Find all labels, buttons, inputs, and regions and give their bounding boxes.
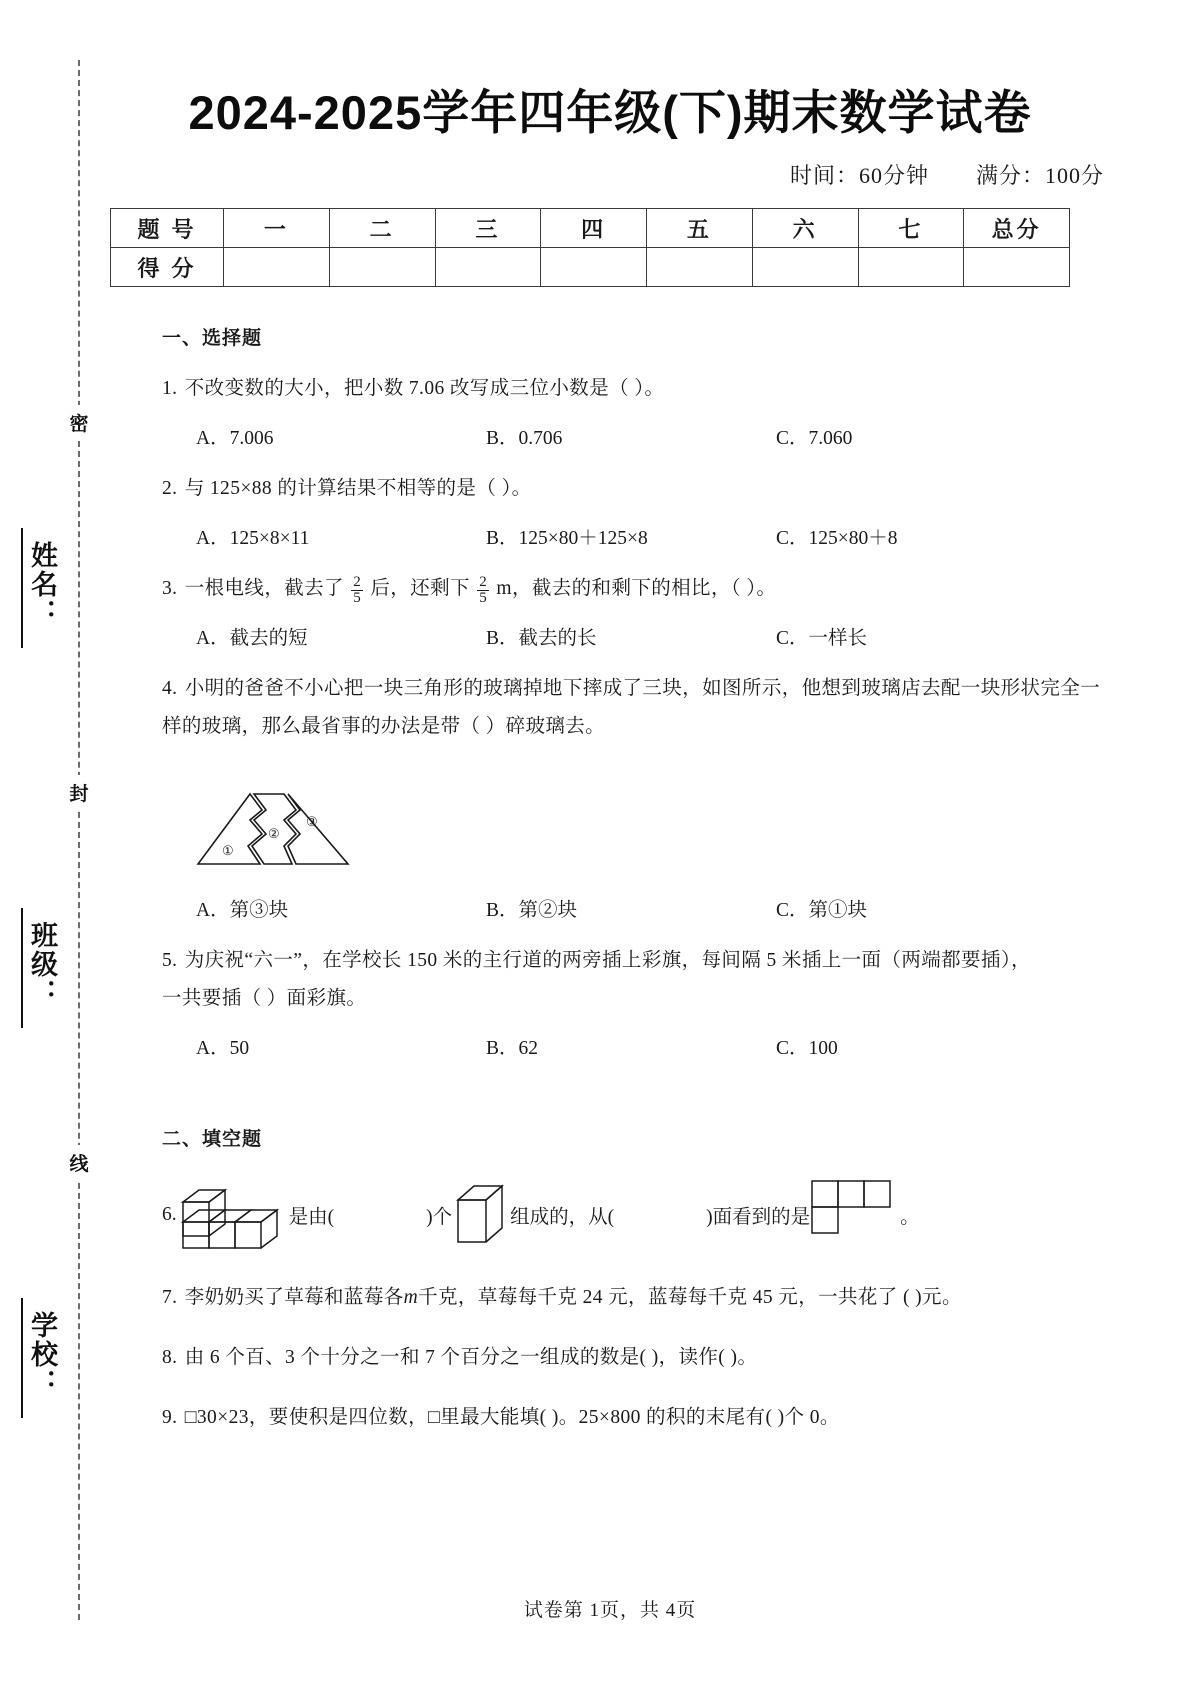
question-8 [162,1339,1042,1377]
student-school-field[interactable] [14,1290,62,1418]
score-cell-5[interactable] [647,248,753,287]
score-col-7: 七 [858,209,964,248]
question-5-number: 5. [162,950,178,972]
question-2-option-b[interactable]: B．125×80＋125×8 [486,528,648,550]
score-col-total: 总分 [964,209,1070,248]
question-6-text-part-4: )面看到的是 [706,1207,811,1229]
view-shape-svg [810,1177,900,1253]
fraction-numerator: 2 [479,573,488,590]
exam-page [110,0,1110,1684]
student-name-rule [21,528,23,648]
question-5-option-c[interactable]: C．100 [776,1038,838,1060]
section-heading-choice: 一、选择题 [162,328,263,349]
exam-meta [110,159,1110,190]
seal-char-feng: 封 [64,775,94,810]
triangle-label-3: ③ [306,814,318,830]
question-4-option-c[interactable]: C．第①块 [776,900,868,922]
unit-cube-svg [452,1178,510,1252]
question-1-option-a[interactable]: A．7.006 [196,428,274,450]
question-2-option-c[interactable]: C．125×80＋8 [776,528,898,550]
question-3-number: 3. [162,578,178,600]
question-4 [162,670,1110,746]
question-3-option-c[interactable]: C．一样长 [776,628,868,650]
student-school-rule [21,1298,23,1418]
page-title: 2024-2025学年四年级(下)期末数学试卷 [188,86,1032,139]
student-class-rule [21,908,23,1028]
question-8-number: 8. [162,1347,178,1369]
fraction-two-fifths-first [351,575,363,608]
score-cell-4[interactable] [541,248,647,287]
question-5-option-b[interactable]: B．62 [486,1038,539,1060]
fraction-denominator: 5 [479,590,488,607]
question-1-text: 不改变数的大小，把小数 7.06 改写成三位小数是（ ）。 [184,378,665,399]
question-7-text-b: 千克，草莓每千克 24 元，蓝莓每千克 45 元，一共花了 [418,1287,898,1309]
score-col-2: 二 [329,209,435,248]
seal-char-mi: 密 [64,405,94,440]
student-name-field[interactable] [14,520,62,648]
triangle-piece-3-shape [288,794,348,864]
question-3-text-part-1: 一根电线，截去了 [184,578,344,600]
score-table-label-question: 题 号 [111,209,224,248]
question-1-option-b[interactable]: B．0.706 [486,428,563,450]
question-7-number: 7. [162,1287,178,1309]
question-6-text-part-3: 组成的，从( [510,1207,615,1229]
question-5-options [196,1032,1110,1060]
question-4-option-b[interactable]: B．第②块 [486,900,578,922]
question-9-number: 9. [162,1407,178,1429]
cube-stack-svg [177,1178,289,1252]
student-class-label: 班级： [27,920,57,1008]
question-2-number: 2. [162,478,178,500]
question-2-text: 与 125×88 的计算结果不相等的是（ ）。 [184,478,532,500]
student-school-label: 学校： [27,1310,57,1398]
question-1-number: 1. [162,378,178,399]
question-4-options [196,894,1110,922]
question-6-text-part-2: )个 [426,1207,453,1229]
section-heading-fill: 二、填空题 [162,1129,263,1151]
triangle-label-1: ① [222,843,234,859]
question-1-options [196,422,1110,450]
exam-time: 时间：60分钟 [789,163,929,188]
question-2-options [196,522,1110,550]
question-9 [162,1399,1042,1437]
question-5-text: 为庆祝“六一”，在学校长 150 米的主行道的两旁插上彩旗，每间隔 5 米插上一面（两端都要插），一共要插（ ）面彩旗。 [162,950,1031,1010]
question-1-option-c[interactable]: C．7.060 [776,428,853,450]
question-4-text: 小明的爸爸不小心把一块三角形的玻璃掉地下摔成了三块，如图所示，他想到玻璃店去配一块形状完全一样的玻璃，那么最省事的办法是带（ ）碎玻璃去。 [162,678,1101,738]
question-6 [162,1177,1110,1253]
seal-char-xian: 线 [64,1145,94,1180]
triangle-label-2: ② [268,826,280,842]
score-cell-6[interactable] [752,248,858,287]
score-cell-1[interactable] [224,248,330,287]
question-6-text-part-5: 。 [900,1207,920,1229]
seal-dashed-line [78,60,80,1620]
cube-stack-figure [177,1178,289,1252]
score-cell-7[interactable] [858,248,964,287]
score-table-label-score: 得 分 [111,248,224,287]
student-name-label: 姓名： [27,540,57,628]
fraction-two-fifths-second [477,575,489,608]
question-7-text-a: 李奶奶买了草莓和蓝莓各 [184,1287,404,1309]
fraction-numerator: 2 [353,573,362,590]
question-7 [162,1279,1042,1317]
score-col-5: 五 [647,209,753,248]
score-col-3: 三 [435,209,541,248]
question-9-text[interactable]: □30×23，要使积是四位数，□里最大能填( )。25×800 的积的末尾有( )个 0。 [184,1407,840,1429]
broken-triangle-svg [188,760,388,875]
broken-triangle-figure [188,760,1110,880]
question-5 [162,942,1042,1018]
question-1 [162,370,1110,408]
table-row-scores [111,248,1070,287]
question-3 [162,570,1110,608]
score-cell-2[interactable] [329,248,435,287]
question-3-option-a[interactable]: A．截去的短 [196,628,308,650]
question-5-option-a[interactable]: A．50 [196,1038,250,1060]
score-col-1: 一 [224,209,330,248]
question-7-variable: m [403,1287,419,1309]
student-class-field[interactable] [14,900,62,1028]
question-3-text-part-3: m，截去的和剩下的相比，（ ）。 [496,578,777,600]
question-6-number: 6. [162,1204,177,1226]
question-7-blank-line[interactable]: ( )元。 [903,1287,962,1309]
question-8-text[interactable]: 由 6 个百、3 个十分之一和 7 个百分之一组成的数是( )，读作( )。 [184,1347,758,1369]
table-row-question-numbers [111,209,1070,248]
question-3-options [196,622,1110,650]
question-4-option-a[interactable]: A．第③块 [196,900,289,922]
fraction-denominator: 5 [353,590,362,607]
score-table [110,208,1070,287]
question-6-text-part-1: 是由( [288,1207,335,1229]
question-3-option-b[interactable]: B．截去的长 [486,628,597,650]
question-3-text-part-2: 后，还剩下 [370,578,470,600]
score-cell-3[interactable] [435,248,541,287]
question-2 [162,470,1110,508]
page-footer: 试卷第 1页，共 4页 [523,1600,697,1621]
question-2-option-a[interactable]: A．125×8×11 [196,528,310,550]
question-4-number: 4. [162,678,178,700]
view-shape-figure [810,1177,900,1253]
unit-cube-figure [452,1178,510,1252]
exam-full-score: 满分：100分 [975,163,1104,188]
score-col-4: 四 [541,209,647,248]
score-col-6: 六 [752,209,858,248]
score-cell-total[interactable] [964,248,1070,287]
